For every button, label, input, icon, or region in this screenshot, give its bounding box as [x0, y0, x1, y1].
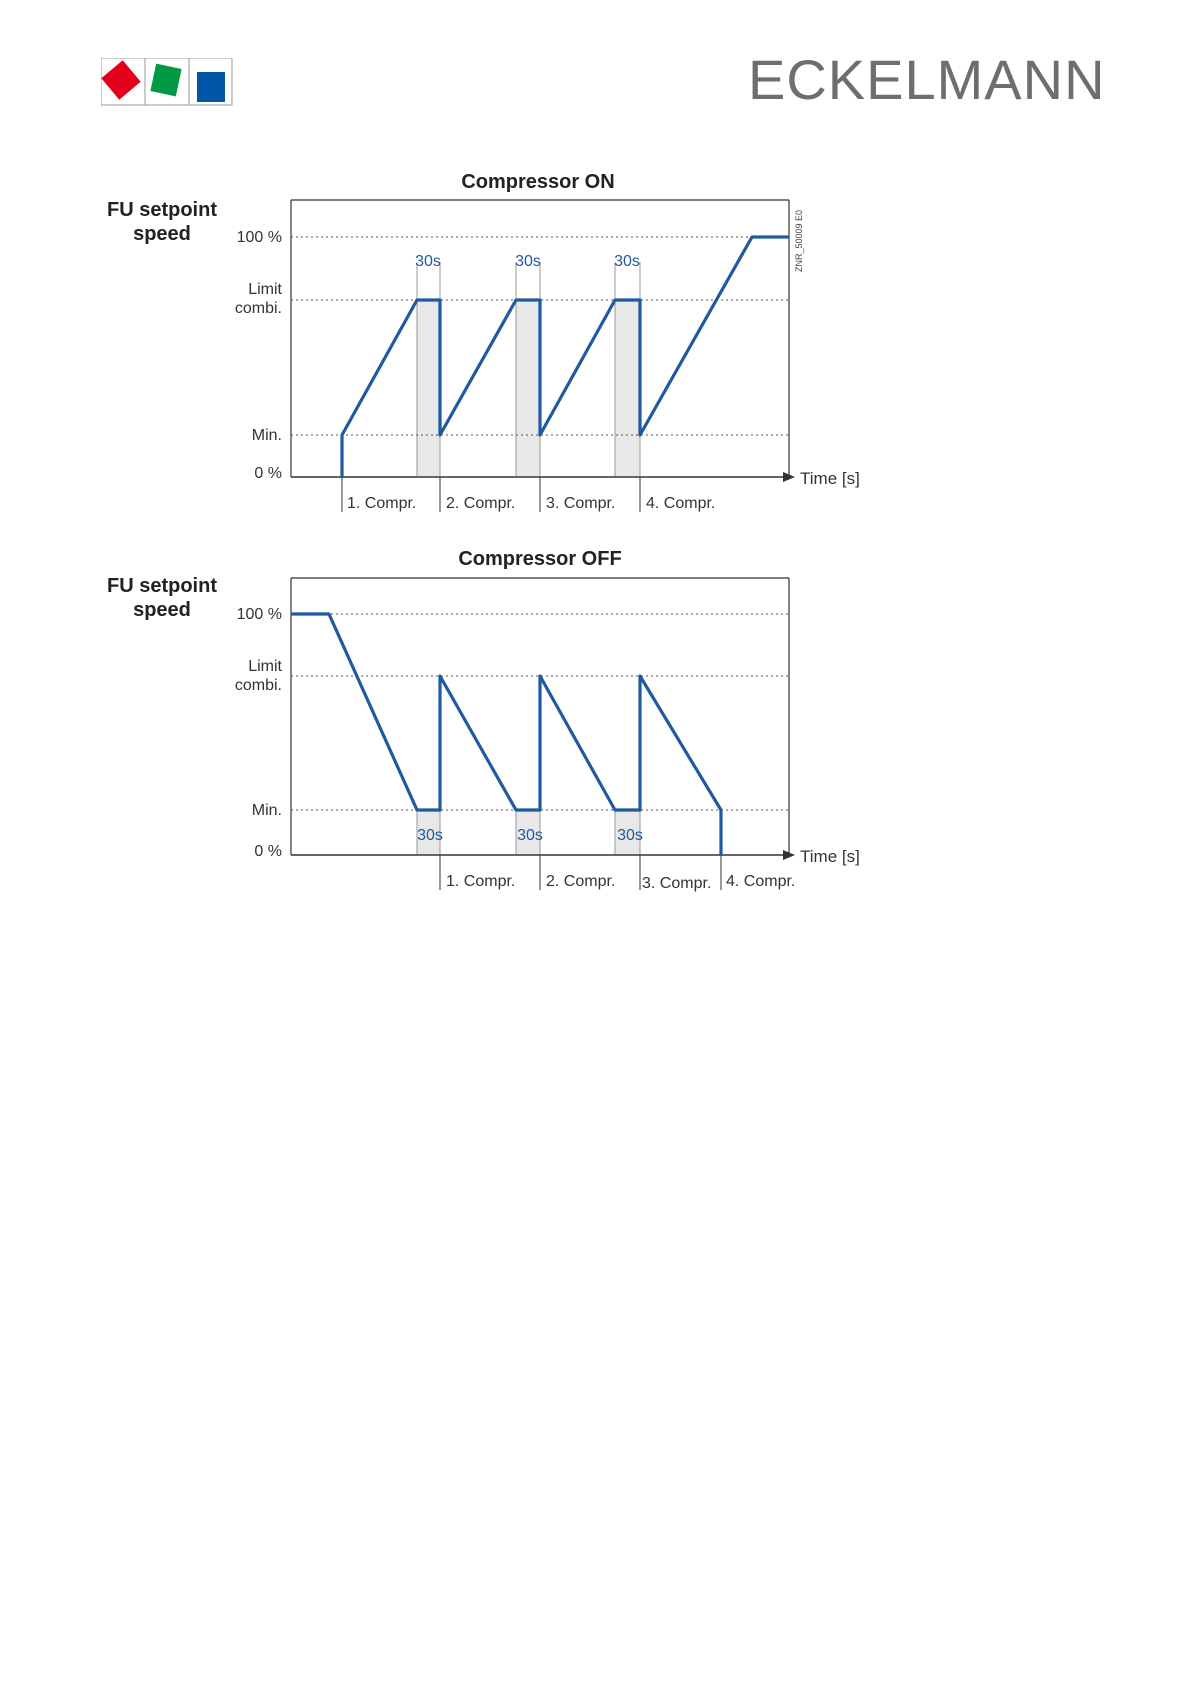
window-area [615, 300, 640, 476]
window-label: 30s [614, 253, 640, 270]
compressor-label: 1. Compr. [347, 495, 417, 512]
level-label-zero: 0 % [254, 465, 282, 482]
level-label-zero: 0 % [254, 843, 282, 860]
x-axis-label: Time [s] [800, 847, 860, 866]
y-axis-label-line1: FU setpoint [107, 575, 217, 597]
diagram-compressor-on [107, 171, 860, 512]
diagram-compressor-off [107, 548, 860, 892]
compressor-label: 3. Compr. [546, 495, 616, 512]
window-label: 30s [417, 827, 443, 844]
level-label-min: Min. [251, 802, 282, 819]
window-label: 30s [415, 253, 441, 270]
level-label-100: 100 % [236, 229, 282, 246]
level-label-combi: combi. [234, 300, 282, 317]
y-axis-label-line2: speed [133, 223, 191, 245]
brand-wordmark: ECKELMANN [748, 48, 1106, 111]
level-label-combi: combi. [234, 677, 282, 694]
setpoint-speed-curve [291, 614, 721, 855]
compressor-label: 3. Compr. [642, 875, 712, 892]
diagram-title: Compressor ON [461, 171, 615, 193]
y-axis-label-line2: speed [133, 599, 191, 621]
window-label: 30s [515, 253, 541, 270]
compressor-label: 4. Compr. [726, 873, 796, 890]
window-label: 30s [617, 827, 643, 844]
level-label-limit: Limit [248, 281, 282, 298]
diagram-title: Compressor OFF [458, 548, 622, 570]
window-label: 30s [517, 827, 543, 844]
level-label-min: Min. [251, 427, 282, 444]
y-axis-label-line1: FU setpoint [107, 199, 217, 221]
compressor-label: 2. Compr. [446, 495, 516, 512]
level-label-limit: Limit [248, 658, 282, 675]
compressor-label: 2. Compr. [546, 873, 616, 890]
x-axis-label: Time [s] [800, 469, 860, 488]
window-area [417, 300, 440, 476]
setpoint-speed-curve [342, 237, 789, 477]
compressor-label: 1. Compr. [446, 873, 516, 890]
level-label-100: 100 % [236, 606, 282, 623]
compressor-label: 4. Compr. [646, 495, 716, 512]
window-area [516, 300, 540, 476]
figure-code: ZNR_50009 E0 [794, 209, 804, 272]
